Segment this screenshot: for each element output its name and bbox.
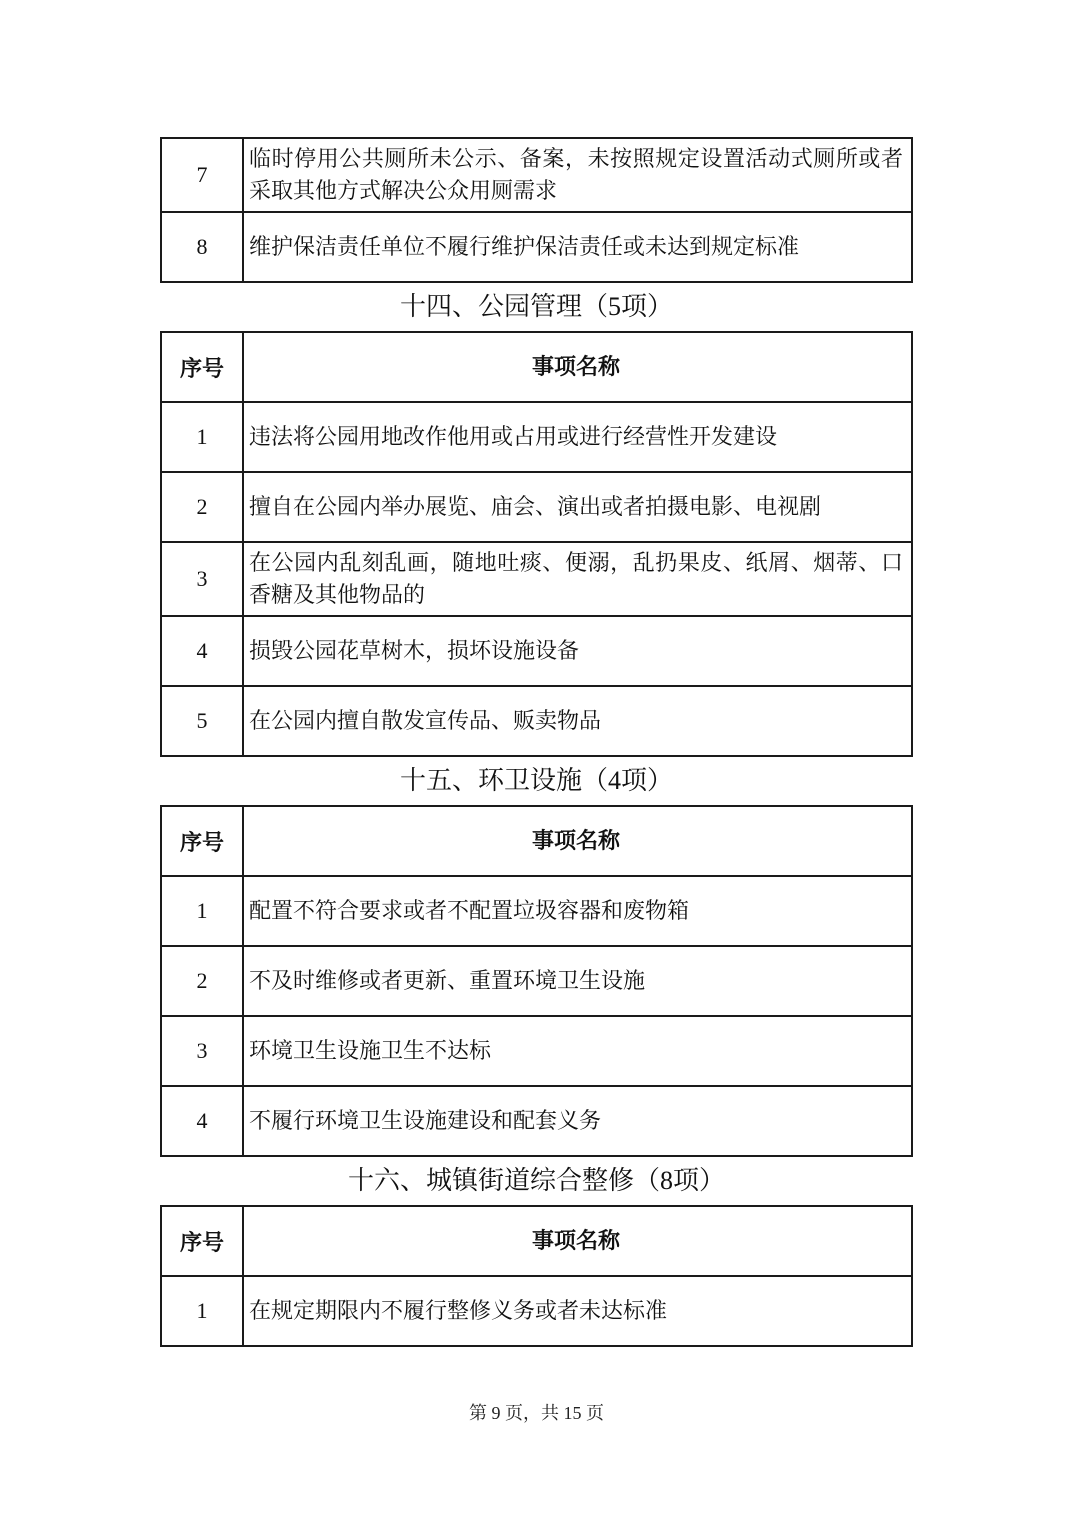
row-number-cell: 3	[161, 542, 243, 616]
row-number-cell: 2	[161, 472, 243, 542]
column-header-name: 事项名称	[243, 332, 912, 402]
section-title: 十四、公园管理（5项）	[399, 292, 673, 321]
table-row	[161, 542, 912, 616]
item-name-cell: 在公园内乱刻乱画，随地吐痰、便溺，乱扔果皮、纸屑、烟蒂、口香糖及其他物品的	[243, 542, 912, 616]
page-footer: 第 9 页，共 15 页	[469, 1403, 604, 1423]
table-header-row	[161, 1206, 912, 1276]
row-number-cell: 1	[161, 1276, 243, 1346]
row-number-cell: 4	[161, 616, 243, 686]
item-name-cell: 在公园内擅自散发宣传品、贩卖物品	[243, 686, 912, 756]
row-number-cell: 8	[161, 212, 243, 282]
table-row	[161, 138, 912, 212]
item-name-cell: 配置不符合要求或者不配置垃圾容器和废物箱	[243, 876, 912, 946]
item-name-cell: 不履行环境卫生设施建设和配套义务	[243, 1086, 912, 1156]
table-row	[161, 402, 912, 472]
row-number-cell: 5	[161, 686, 243, 756]
item-name-cell: 不及时维修或者更新、重置环境卫生设施	[243, 946, 912, 1016]
row-number-cell: 2	[161, 946, 243, 1016]
column-header-name: 事项名称	[243, 806, 912, 876]
table-row	[161, 472, 912, 542]
table-header-row	[161, 332, 912, 402]
table-row	[161, 946, 912, 1016]
item-name-cell: 违法将公园用地改作他用或占用或进行经营性开发建设	[243, 402, 912, 472]
table-row	[161, 1086, 912, 1156]
row-number-cell: 7	[161, 138, 243, 212]
row-number-cell: 4	[161, 1086, 243, 1156]
section-15-table	[160, 805, 913, 1157]
column-header-number: 序号	[161, 806, 243, 876]
table-row	[161, 1276, 912, 1346]
table-row	[161, 212, 912, 282]
section-14-table	[160, 331, 913, 757]
column-header-name: 事项名称	[243, 1206, 912, 1276]
item-name-cell: 擅自在公园内举办展览、庙会、演出或者拍摄电影、电视剧	[243, 472, 912, 542]
section-title: 十五、环卫设施（4项）	[399, 766, 673, 795]
table-row	[161, 876, 912, 946]
column-header-number: 序号	[161, 1206, 243, 1276]
item-name-cell: 在规定期限内不履行整修义务或者未达标准	[243, 1276, 912, 1346]
section-16-table	[160, 1205, 913, 1347]
table-row	[161, 686, 912, 756]
item-name-cell: 维护保洁责任单位不履行维护保洁责任或未达到规定标准	[243, 212, 912, 282]
item-name-cell: 临时停用公共厕所未公示、备案，未按照规定设置活动式厕所或者采取其他方式解决公众用厕需求	[243, 138, 912, 212]
table-row	[161, 616, 912, 686]
column-header-number: 序号	[161, 332, 243, 402]
row-number-cell: 1	[161, 876, 243, 946]
item-name-cell: 环境卫生设施卫生不达标	[243, 1016, 912, 1086]
row-number-cell: 1	[161, 402, 243, 472]
table-row	[161, 1016, 912, 1086]
row-number-cell: 3	[161, 1016, 243, 1086]
section-title: 十六、城镇街道综合整修（8项）	[347, 1166, 725, 1195]
table-header-row	[161, 806, 912, 876]
item-name-cell: 损毁公园花草树木，损坏设施设备	[243, 616, 912, 686]
continuation-table	[160, 137, 913, 283]
